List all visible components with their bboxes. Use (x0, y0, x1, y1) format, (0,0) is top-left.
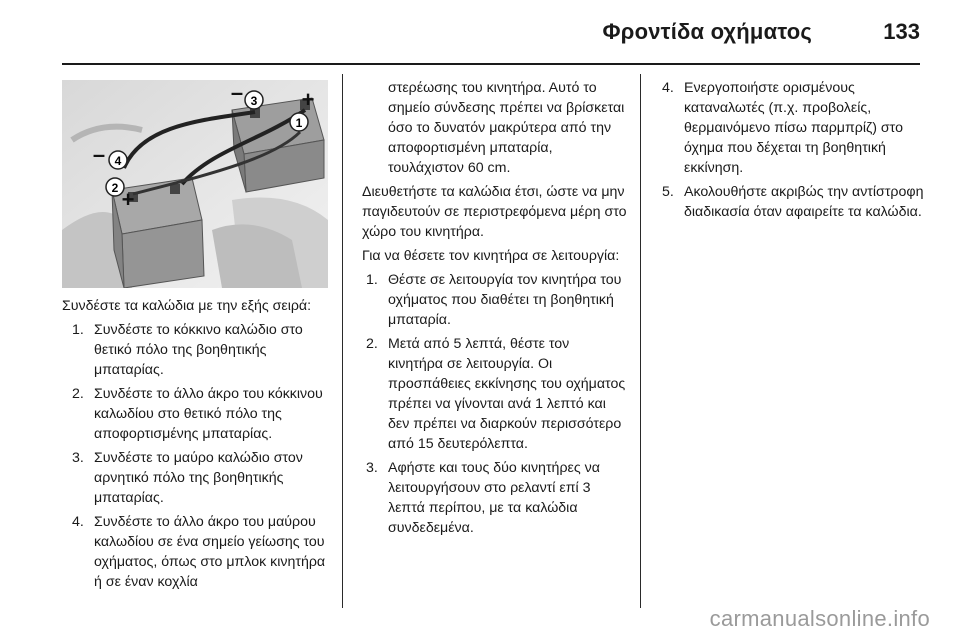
column-2 (362, 78, 628, 542)
list-item: 2. Μετά από 5 λεπτά, θέστε τον κινητήρα σε λειτουργία. Οι προσπάθειες εκκίνησης του οχήματος πρέπει να γίνονται ανά 1 λεπτό και δεν πρέπει να διαρκούν περισσότερο από 15 δευτερόλεπτα. (366, 336, 626, 452)
battery-diagram (62, 80, 328, 288)
intro-paragraph: Συνδέστε τα καλώδια με την εξής σειρά: (62, 298, 312, 314)
battery-jumpstart-illustration (62, 80, 328, 288)
svg-text:–: – (92, 142, 106, 167)
column-divider-1 (342, 74, 343, 608)
svg-text:2: 2 (111, 181, 119, 195)
finish-steps-list (662, 78, 924, 222)
svg-text:+: + (121, 187, 135, 212)
column-divider-2 (640, 74, 641, 608)
continuation-paragraph: στερέωσης του κινητήρα. Αυτό το σημείο σύνδεσης πρέπει να βρίσκεται όσο το δυνατόν μακρύτερα από την αποφορτισμένη μπαταρία, τουλάχιστον 60 cm. (388, 80, 625, 176)
svg-text:3: 3 (250, 94, 258, 108)
svg-text:–: – (230, 80, 244, 105)
watermark: carmanualsonline.info (709, 606, 930, 631)
list-item: 5. Ακολουθήστε ακριβώς την αντίστροφη διαδικασία όταν αφαιρείτε τα καλώδια. (662, 184, 924, 220)
list-item: 1. Συνδέστε το κόκκινο καλώδιο στο θετικό πόλο της βοηθητικής μπαταρίας. (72, 322, 303, 378)
start-engine-intro: Για να θέσετε τον κινητήρα σε λειτουργία: (362, 248, 620, 264)
start-steps-list (362, 270, 628, 538)
cable-routing-paragraph: Διευθετήστε τα καλώδια έτσι, ώστε να μην παγιδευτούν σε περιστρεφόμενα μέρη στο χώρο του κινητήρα. (362, 184, 627, 240)
list-item: 4. Ενεργοποιήστε ορισμένους καταναλωτές (π.χ. προβολείς, θερμαινόμενο πίσω παρμπρίζ) στο όχημα που δέχεται τη βοηθητική εκκίνηση. (662, 80, 903, 176)
page-number: 133 (883, 19, 920, 44)
list-item: 3. Συνδέστε το μαύρο καλώδιο στον αρνητικό πόλο της βοηθητικής μπαταρίας. (72, 450, 303, 506)
header-rule (62, 63, 920, 65)
list-item: 4. Συνδέστε το άλλο άκρο του μαύρου καλωδίου σε ένα σημείο γείωσης του οχήματος, όπως στο μπλοκ κινητήρα ή σε έναν κοχλία (72, 514, 326, 590)
svg-text:1: 1 (295, 116, 303, 130)
svg-text:4: 4 (114, 154, 122, 168)
column-1 (62, 296, 330, 596)
column-3 (662, 78, 924, 226)
list-item: 1. Θέστε σε λειτουργία τον κινητήρα του οχήματος που διαθέτει τη βοηθητική μπαταρία. (366, 272, 622, 328)
list-item: 2. Συνδέστε το άλλο άκρο του κόκκινου καλωδίου στο θετικό πόλο της αποφορτισμένης μπαταρίας. (72, 386, 323, 442)
connect-steps-list (62, 320, 330, 592)
page-header-title: Φροντίδα οχήματος (602, 19, 812, 44)
svg-text:+: + (301, 87, 315, 112)
list-item: 3. Αφήστε και τους δύο κινητήρες να λειτουργήσουν στο ρελαντί επί 3 λεπτά περίπου, με τα καλώδια συνδεδεμένα. (366, 460, 600, 536)
